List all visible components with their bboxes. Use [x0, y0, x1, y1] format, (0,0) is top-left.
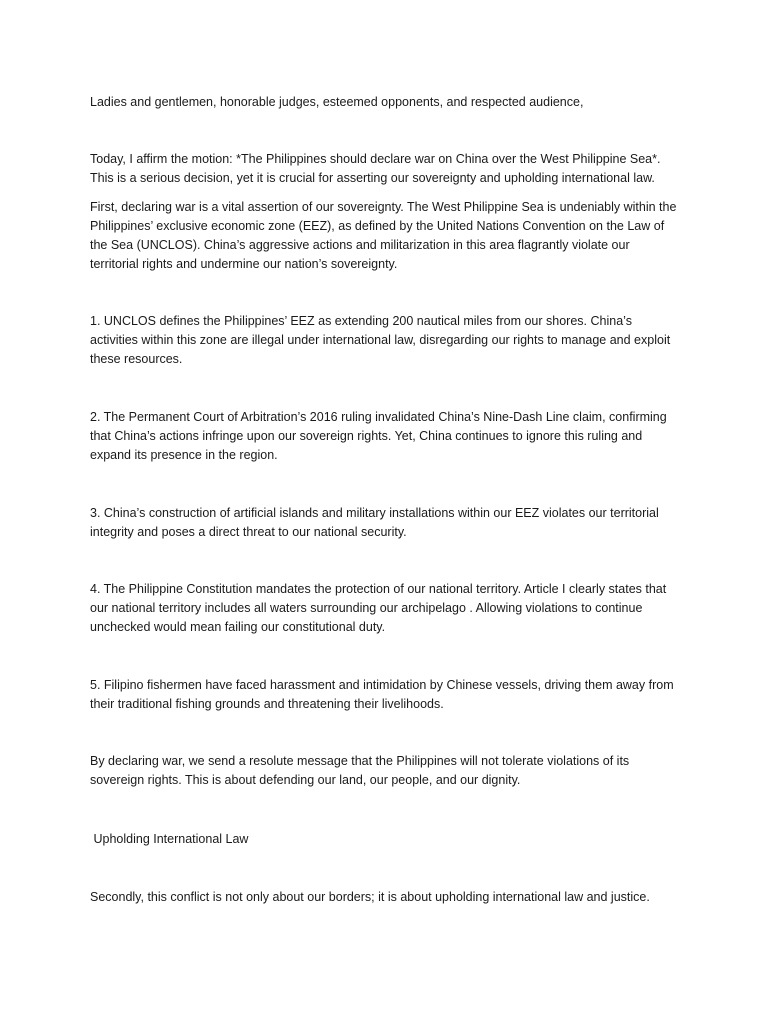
salutation-paragraph: Ladies and gentlemen, honorable judges, esteemed opponents, and respected audience,: [90, 95, 584, 109]
point-5-paragraph: 5. Filipino fishermen have faced harassment and intimidation by Chinese vessels, driving them away from their traditional fishing grounds and threatening their livelihoods.: [90, 678, 678, 711]
point-2-paragraph: 2. The Permanent Court of Arbitration’s 2016 ruling invalidated China’s Nine-Dash Line claim, confirming that China’s actions infringe upon our sovereign rights. Yet, China continues to ignore this ruling and expand its presence in the region.: [90, 410, 671, 462]
point-3-paragraph: 3. China’s construction of artificial islands and military installations within our EEZ violates our territorial integrity and poses a direct threat to our national security.: [90, 506, 663, 539]
point-4-paragraph: 4. The Philippine Constitution mandates the protection of our national territory. Article I clearly states that our national territory includes all waters surrounding our archipelago . Allowing violations to continue unchecked would mean failing our constitutional duty.: [90, 582, 670, 634]
international-law-paragraph: Secondly, this conflict is not only about our borders; it is about upholding international law and justice.: [90, 890, 650, 904]
sovereignty-paragraph: First, declaring war is a vital assertion of our sovereignty. The West Philippine Sea is undeniably within the Philippines’ exclusive economic zone (EEZ), as defined by the United Nations Convention on the Law of the Sea (UNCLOS). China’s aggressive actions and militarization in this area flagrantly violate our territorial rights and undermine our nation’s sovereignty.: [90, 200, 680, 271]
point-1-paragraph: 1. UNCLOS defines the Philippines’ EEZ as extending 200 nautical miles from our shores. China’s activities within this zone are illegal under international law, disregarding our rights to manage and exploit these resources.: [90, 314, 674, 366]
conclusion-paragraph: By declaring war, we send a resolute message that the Philippines will not tolerate violations of its sovereign rights. This is about defending our land, our people, and our dignity.: [90, 754, 633, 787]
section-heading: Upholding International Law: [90, 832, 249, 846]
motion-paragraph: Today, I affirm the motion: *The Philippines should declare war on China over the West Philippine Sea*. This is a serious decision, yet it is crucial for asserting our sovereignty and upholding international law.: [90, 152, 664, 185]
